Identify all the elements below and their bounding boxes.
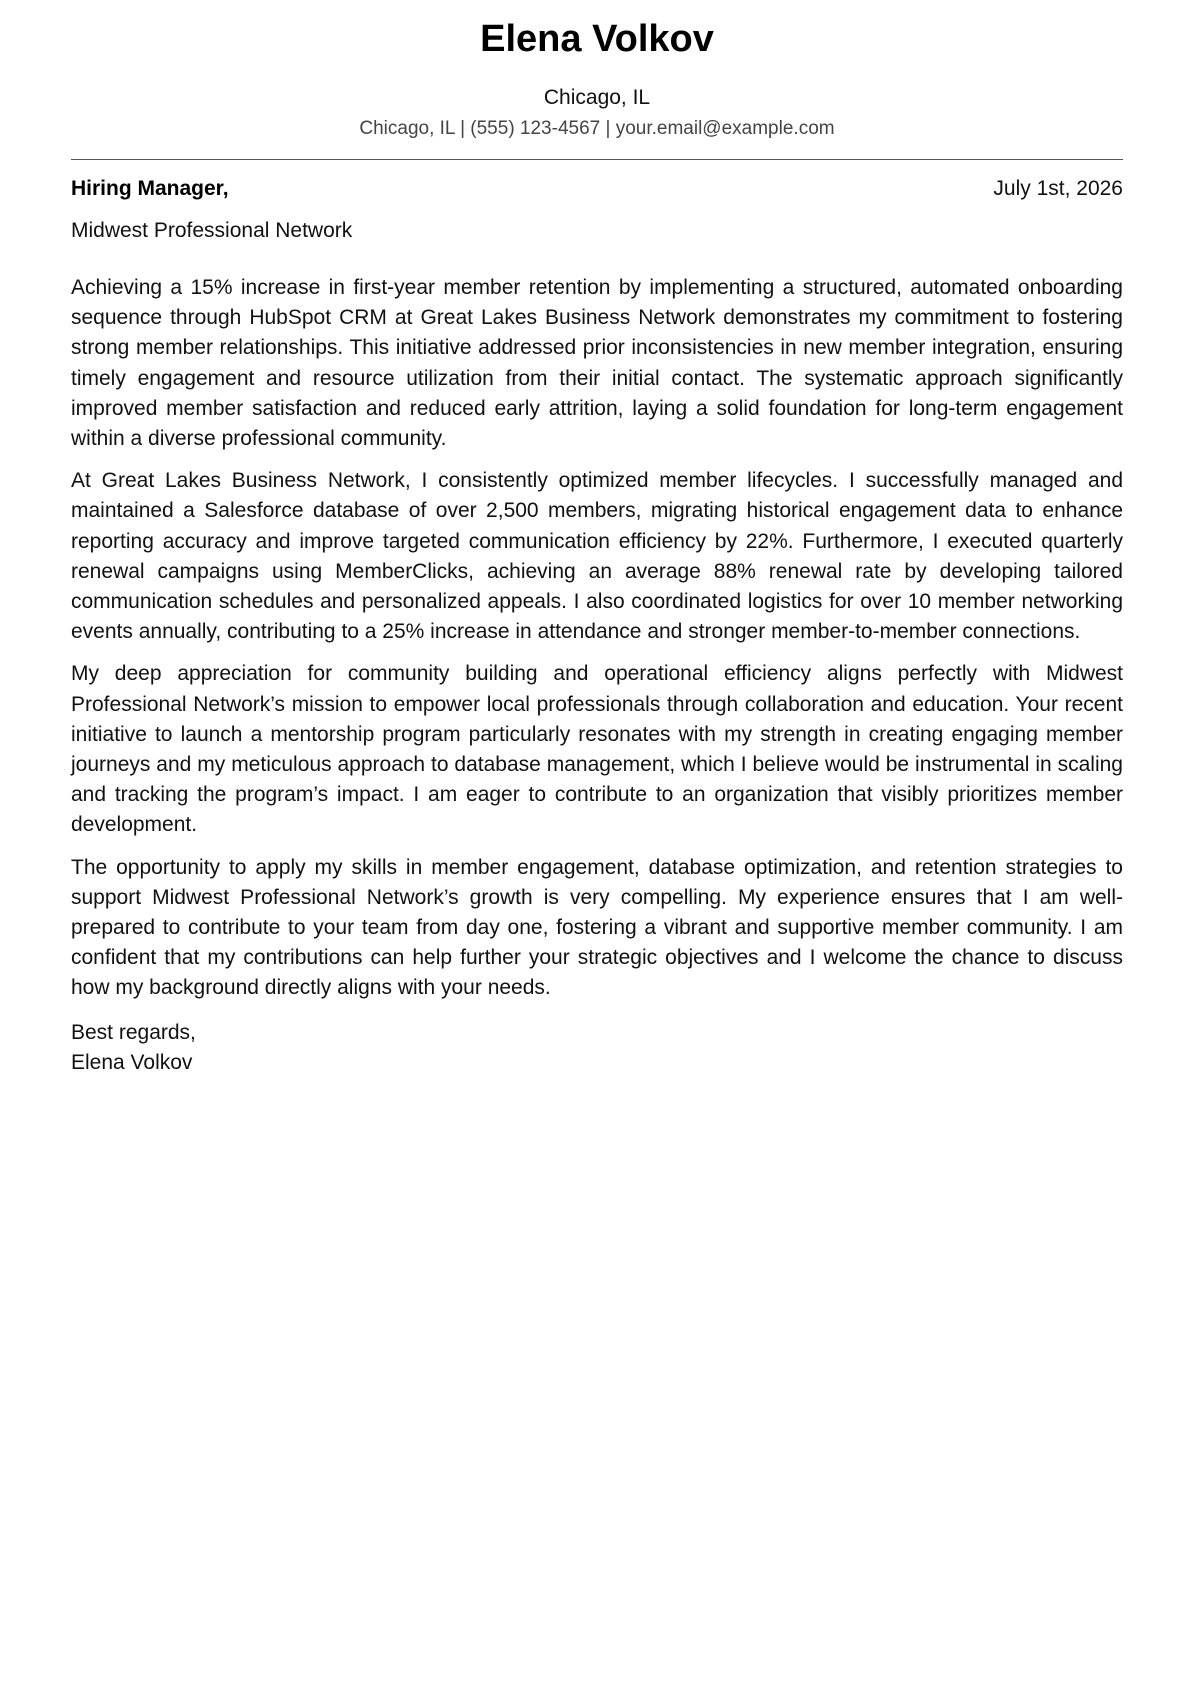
header-divider: [71, 159, 1123, 160]
letter-date: July 1st, 2026: [993, 177, 1123, 200]
body-paragraph: Achieving a 15% increase in first-year member retention by implementing a structured, automated onboarding sequence through HubSpot CRM at Great Lakes Business Network demonstrates my commitment to fostering strong member relationships. This initiative addressed prior inconsistencies in new member integration, ensuring timely engagement and resource utilization from their initial contact. The systematic approach significantly improved member satisfaction and reduced early attrition, laying a solid foundation for long-term engagement within a diverse professional community.: [71, 276, 1123, 451]
letter-body: [71, 273, 1123, 1004]
body-paragraph: The opportunity to apply my skills in member engagement, database optimization, and retention strategies to support Midwest Professional Network’s growth is very compelling. My experience ensures that I am well-prepared to contribute to your team from day one, fostering a vibrant and supportive member community. I am confident that my contributions can help further your strategic objectives and I welcome the chance to discuss how my background directly aligns with your needs.: [71, 855, 1123, 1000]
body-paragraph: At Great Lakes Business Network, I consistently optimized member lifecycles. I successfully managed and maintained a Salesforce database of over 2,500 members, migrating historical engagement data to enhance reporting accuracy and improve targeted communication efficiency by 22%. Furthermore, I executed quarterly renewal campaigns using MemberClicks, achieving an average 88% renewal rate by developing tailored communication schedules and personalized appeals. I also coordinated logistics for over 10 member networking events annually, contributing to a 25% increase in attendance and stronger member-to-member connections.: [71, 469, 1123, 644]
signature-name: Elena Volkov: [71, 1050, 193, 1074]
company-name: Midwest Professional Network: [71, 219, 353, 242]
cover-letter-page: [71, 0, 1123, 1078]
applicant-location: Chicago, IL: [543, 86, 651, 109]
applicant-name: Elena Volkov: [480, 18, 714, 60]
closing-phrase: Best regards,: [71, 1020, 196, 1044]
body-paragraph: My deep appreciation for community building and operational efficiency aligns perfectly with Midwest Professional Network’s mission to empower local professionals through collaboration and education. Your recent initiative to launch a mentorship program particularly resonates with my strength in creating engaging member journeys and my meticulous approach to database management, which I believe would be instrumental in scaling and tracking the program’s impact. I am eager to contribute to an organization that visibly prioritizes member development.: [71, 662, 1123, 837]
letter-closing: [71, 1018, 1123, 1078]
contact-line: Chicago, IL | (555) 123-4567 | your.email@example.com: [359, 118, 835, 139]
letter-header: [71, 0, 1123, 142]
recipient-salutation: Hiring Manager,: [71, 177, 229, 200]
recipient-date-row: [71, 174, 1123, 204]
